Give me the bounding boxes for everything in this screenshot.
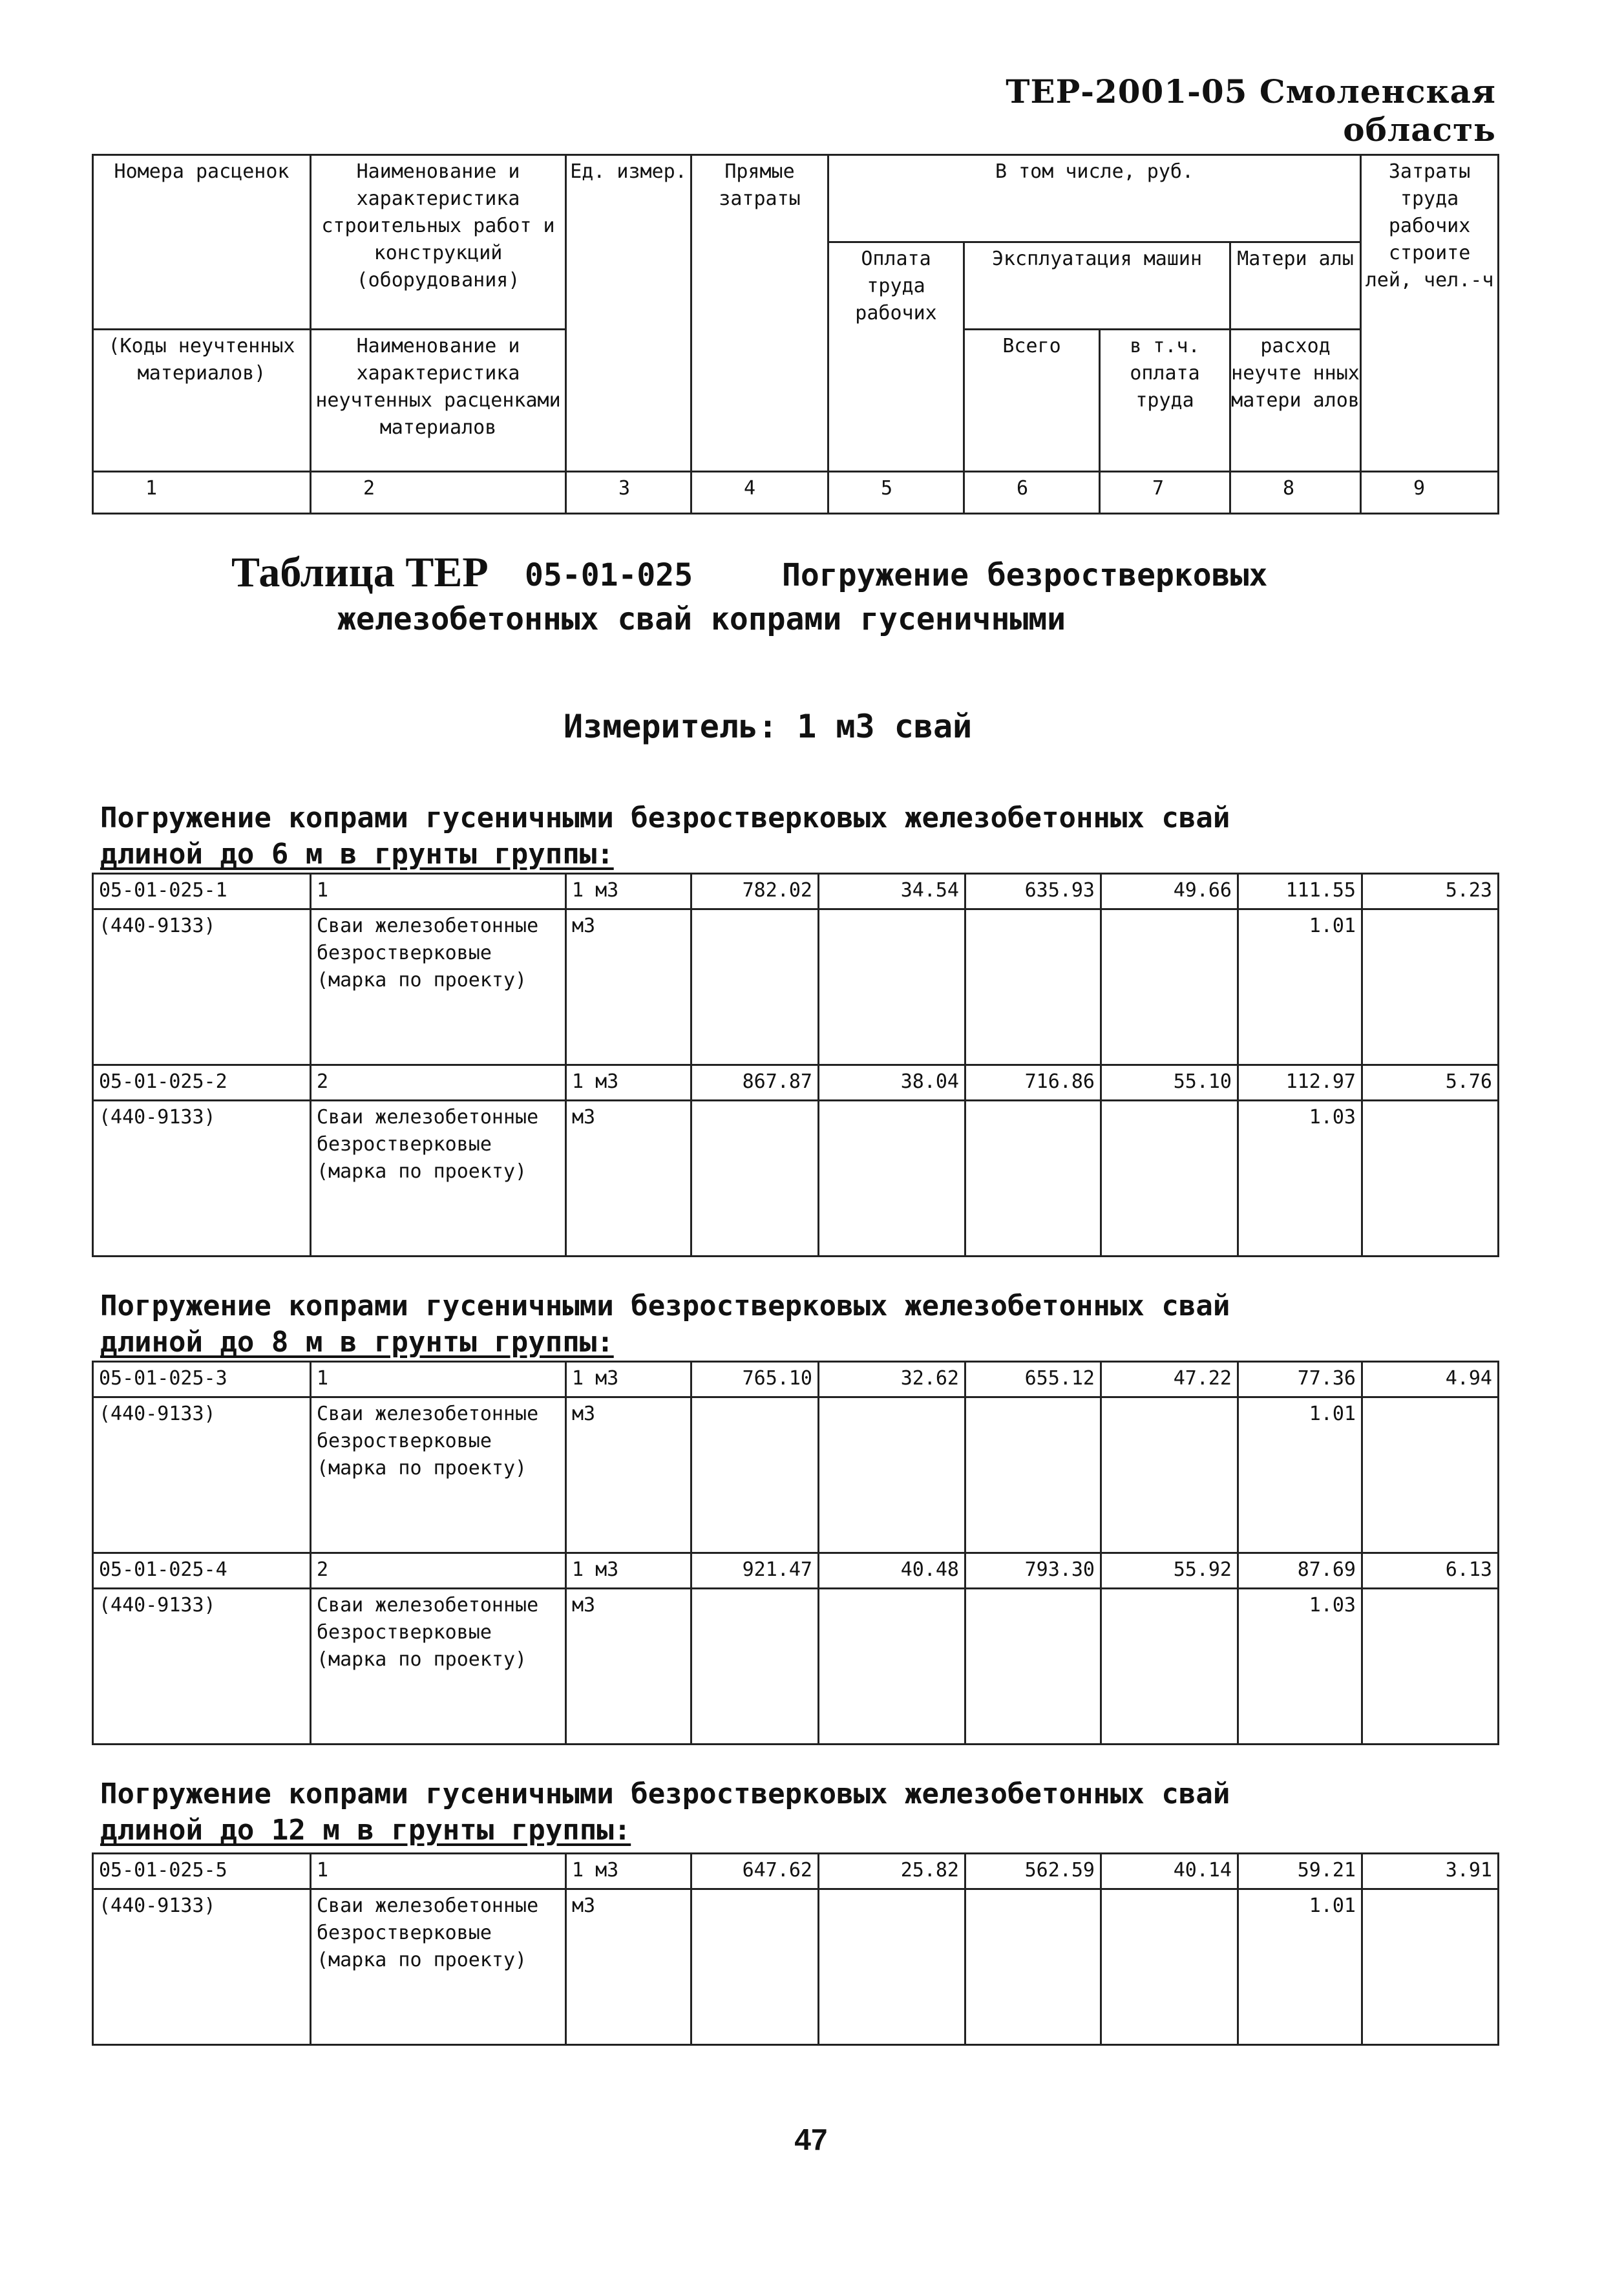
rate-code: 05-01-025-5 xyxy=(93,1854,311,1889)
labor-pay: 32.62 xyxy=(819,1362,965,1397)
unit: 1 м3 xyxy=(566,1854,691,1889)
materials: 77.36 xyxy=(1238,1362,1362,1397)
direct-cost: 765.10 xyxy=(691,1362,819,1397)
unit: м3 xyxy=(566,1589,691,1745)
rate-name: 2 xyxy=(311,1553,566,1589)
labor-pay: 25.82 xyxy=(819,1854,965,1889)
table-title-line2: железобетонных свай копрами гусеничными xyxy=(337,601,1066,637)
machines-labor: 55.10 xyxy=(1101,1065,1238,1101)
material-consumption: 1.01 xyxy=(1238,909,1362,1065)
machines-labor: 55.92 xyxy=(1101,1553,1238,1589)
material-consumption: 1.03 xyxy=(1238,1589,1362,1745)
col3-header: Ед. измер. xyxy=(566,155,691,472)
materials: 112.97 xyxy=(1238,1065,1362,1101)
material-code: (440-9133) xyxy=(93,1889,311,2045)
machines-labor: 40.14 xyxy=(1101,1854,1238,1889)
col8-header-bottom: расход неучте нных матери алов xyxy=(1230,330,1361,472)
table-row xyxy=(93,1589,1499,1745)
section-title xyxy=(100,800,1230,873)
col-number: 9 xyxy=(1361,472,1499,514)
labor-pay: 40.48 xyxy=(819,1553,965,1589)
labor-hours: 5.76 xyxy=(1362,1065,1499,1101)
col4-header: Прямые затраты xyxy=(691,155,828,472)
col5-header: Оплата труда рабочих xyxy=(828,242,964,472)
labor-hours: 5.23 xyxy=(1362,874,1499,909)
col1-header-top: Номера расценок xyxy=(93,155,311,330)
in-total-header: В том числе, руб. xyxy=(828,155,1361,242)
table-title-text: Погружение безростверковых xyxy=(782,557,1268,593)
table-title-label: Таблица ТЕР xyxy=(231,549,489,596)
table-row xyxy=(93,909,1499,1065)
col9-header: Затраты труда рабочих строите лей, чел.-ч xyxy=(1361,155,1499,472)
material-name: Сваи железобетонные безростверковые (марка по проекту) xyxy=(311,1589,566,1745)
col-number: 7 xyxy=(1100,472,1230,514)
direct-cost: 647.62 xyxy=(691,1854,819,1889)
col-number: 8 xyxy=(1230,472,1361,514)
page-number: 47 xyxy=(794,2123,828,2156)
col2-header-top: Наименование и характеристика строительных работ и конструкций (оборудования) xyxy=(311,155,566,330)
col1-header-bottom: (Коды неучтенных материалов) xyxy=(93,330,311,472)
table-row xyxy=(93,1397,1499,1553)
table-row xyxy=(93,1065,1499,1101)
table-row xyxy=(93,1362,1499,1397)
labor-hours: 3.91 xyxy=(1362,1854,1499,1889)
rate-name: 1 xyxy=(311,1854,566,1889)
materials: 59.21 xyxy=(1238,1854,1362,1889)
table-row xyxy=(93,1101,1499,1257)
rate-name: 1 xyxy=(311,1362,566,1397)
price-table xyxy=(92,873,1499,1257)
materials: 87.69 xyxy=(1238,1553,1362,1589)
col-number: 3 xyxy=(566,472,691,514)
table-title-code: 05-01-025 xyxy=(525,557,693,593)
materials: 111.55 xyxy=(1238,874,1362,909)
col-number: 1 xyxy=(93,472,311,514)
machines-header: Эксплуатация машин xyxy=(964,242,1230,330)
machines-total: 655.12 xyxy=(965,1362,1101,1397)
running-header: ТЕР-2001-05 Смоленская область xyxy=(1006,72,1496,149)
col-number: 5 xyxy=(828,472,964,514)
labor-hours: 6.13 xyxy=(1362,1553,1499,1589)
section-title-line2: длиной до 6 м в грунты группы: xyxy=(100,838,614,871)
rate-name: 1 xyxy=(311,874,566,909)
material-consumption: 1.01 xyxy=(1238,1889,1362,2045)
unit: м3 xyxy=(566,1889,691,2045)
section-title-line2: длиной до 8 м в грунты группы: xyxy=(100,1326,614,1359)
table-row xyxy=(93,1854,1499,1889)
material-code: (440-9133) xyxy=(93,1101,311,1257)
table-row xyxy=(93,1889,1499,2045)
section-title-line1: Погружение копрами гусеничными безростверковых железобетонных свай xyxy=(100,1289,1230,1322)
price-table xyxy=(92,1361,1499,1745)
section-title-line1: Погружение копрами гусеничными безростверковых железобетонных свай xyxy=(100,801,1230,834)
col8-header-top: Матери алы xyxy=(1230,242,1361,330)
machines-total: 635.93 xyxy=(965,874,1101,909)
column-header-table xyxy=(92,154,1499,515)
direct-cost: 782.02 xyxy=(691,874,819,909)
material-consumption: 1.01 xyxy=(1238,1397,1362,1553)
table-row xyxy=(93,1553,1499,1589)
material-name: Сваи железобетонные безростверковые (марка по проекту) xyxy=(311,1101,566,1257)
machines-total: 716.86 xyxy=(965,1065,1101,1101)
labor-pay: 34.54 xyxy=(819,874,965,909)
direct-cost: 867.87 xyxy=(691,1065,819,1101)
unit: 1 м3 xyxy=(566,1065,691,1101)
material-name: Сваи железобетонные безростверковые (марка по проекту) xyxy=(311,909,566,1065)
rate-code: 05-01-025-3 xyxy=(93,1362,311,1397)
unit: м3 xyxy=(566,1101,691,1257)
col-number: 2 xyxy=(311,472,566,514)
col-number: 6 xyxy=(964,472,1100,514)
material-code: (440-9133) xyxy=(93,1397,311,1553)
machines-labor: 47.22 xyxy=(1101,1362,1238,1397)
col2-header-bottom: Наименование и характеристика неучтенных расценками материалов xyxy=(311,330,566,472)
machines-total: 562.59 xyxy=(965,1854,1101,1889)
section-title-line2: длиной до 12 м в грунты группы: xyxy=(100,1814,631,1847)
rate-code: 05-01-025-1 xyxy=(93,874,311,909)
labor-hours: 4.94 xyxy=(1362,1362,1499,1397)
section-title xyxy=(100,1288,1230,1361)
section-title xyxy=(100,1776,1230,1849)
col-number: 4 xyxy=(691,472,828,514)
unit: 1 м3 xyxy=(566,874,691,909)
section-title-line1: Погружение копрами гусеничными безростверковых железобетонных свай xyxy=(100,1777,1230,1810)
labor-pay: 38.04 xyxy=(819,1065,965,1101)
table-row xyxy=(93,874,1499,909)
material-code: (440-9133) xyxy=(93,909,311,1065)
unit: м3 xyxy=(566,909,691,1065)
rate-code: 05-01-025-4 xyxy=(93,1553,311,1589)
machines-total: 793.30 xyxy=(965,1553,1101,1589)
machines-labor: 49.66 xyxy=(1101,874,1238,909)
measure-unit: Измеритель: 1 м3 свай xyxy=(564,708,973,745)
material-consumption: 1.03 xyxy=(1238,1101,1362,1257)
unit: 1 м3 xyxy=(566,1553,691,1589)
col6-header: Всего xyxy=(964,330,1100,472)
rate-name: 2 xyxy=(311,1065,566,1101)
material-name: Сваи железобетонные безростверковые (марка по проекту) xyxy=(311,1397,566,1553)
unit: м3 xyxy=(566,1397,691,1553)
material-code: (440-9133) xyxy=(93,1589,311,1745)
col7-header: в т.ч. оплата труда xyxy=(1100,330,1230,472)
price-table xyxy=(92,1852,1499,2046)
unit: 1 м3 xyxy=(566,1362,691,1397)
rate-code: 05-01-025-2 xyxy=(93,1065,311,1101)
direct-cost: 921.47 xyxy=(691,1553,819,1589)
material-name: Сваи железобетонные безростверковые (марка по проекту) xyxy=(311,1889,566,2045)
